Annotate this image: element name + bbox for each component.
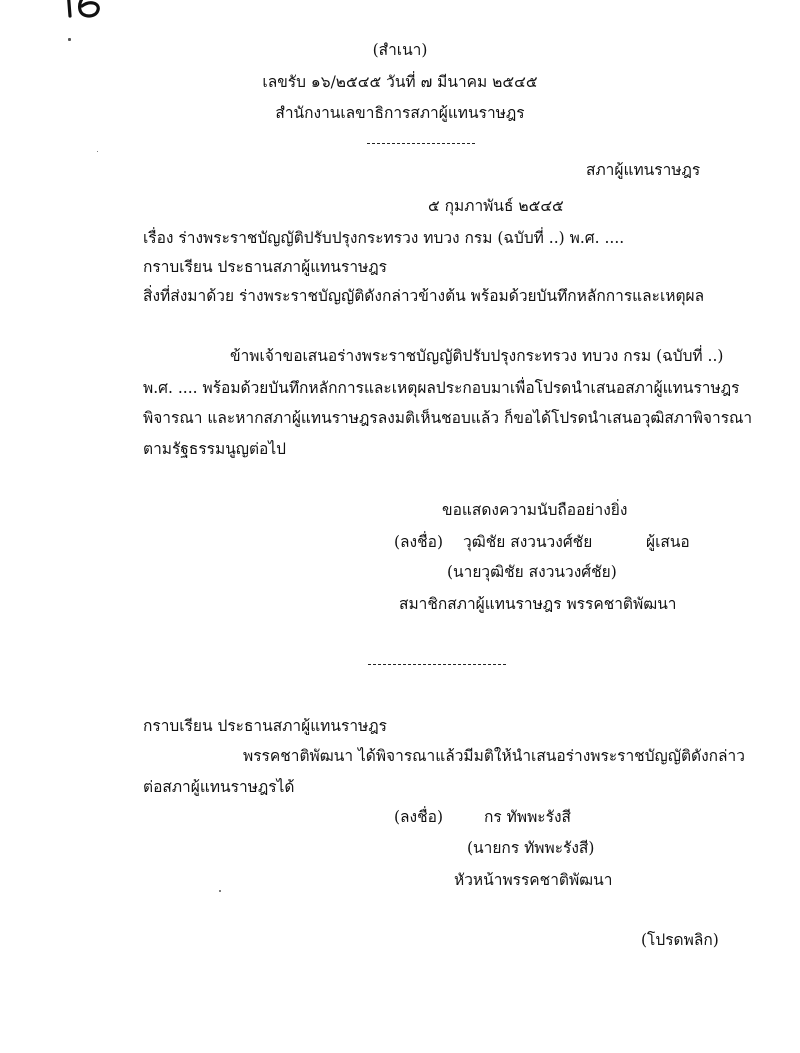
enclosure-line: สิ่งที่ส่งมาด้วย ร่างพระราชบัญญัติดังกล่าวข้างต้น พร้อมด้วยบันทึกหลักการและเหตุผล [143,287,705,305]
scan-speck [97,151,98,152]
divider [368,664,506,665]
endorsement-body: พรรคชาติพัฒนา ได้พิจารณาแล้วมีมติให้นำเสนอร่างพระราชบัญญัติดังกล่าว [243,747,745,765]
signer-name: (นายกร ทัพพะรังสี) [467,839,595,857]
signature: กร ทัพพะรังสี [484,808,571,826]
sign-prefix: (ลงชื่อ) [394,533,443,551]
body-line: ตามรัฐธรรมนูญต่อไป [143,440,287,458]
letter-date: ๕ กุมภาพันธ์ ๒๕๔๕ [428,197,564,215]
subject-line: เรื่อง ร่างพระราชบัญญัติปรับปรุงกระทรวง ทบวง กรม (ฉบับที่ ..) พ.ศ. .... [143,229,625,247]
copy-label: (สำเนา) [372,41,428,59]
receipt-line: เลขรับ ๑๖/๒๕๔๕ วันที่ ๗ มีนาคม ๒๕๔๕ [262,73,538,91]
closing: ขอแสดงความนับถืออย่างยิ่ง [442,501,628,519]
signer-role: ผู้เสนอ [646,533,690,551]
scan-speck [219,890,221,892]
salutation: กราบเรียน ประธานสภาผู้แทนราษฎร [143,258,387,276]
endorsement-body: ต่อสภาผู้แทนราษฎรได้ [143,778,295,796]
turn-over-note: (โปรดพลิก) [641,931,719,949]
body-line: พ.ศ. .... พร้อมด้วยบันทึกหลักการและเหตุผลประกอบมาเพื่อโปรดนำเสนอสภาผู้แทนราษฎร [143,379,740,397]
office-name: สำนักงานเลขาธิการสภาผู้แทนราษฎร [275,104,525,122]
signature: วุฒิชัย สงวนวงศ์ชัย [463,533,593,551]
body-line: ข้าพเจ้าขอเสนอร่างพระราชบัญญัติปรับปรุงกระทรวง ทบวง กรม (ฉบับที่ ..) [230,347,724,365]
sender-org: สภาผู้แทนราษฎร [586,161,701,179]
signer-position: สมาชิกสภาผู้แทนราษฎร พรรคชาติพัฒนา [399,595,677,613]
body-line: พิจารณา และหากสภาผู้แทนราษฎรลงมติเห็นชอบแล้ว ก็ขอได้โปรดนำเสนอวุฒิสภาพิจารณา [143,409,753,427]
sign-prefix: (ลงชื่อ) [394,808,443,826]
handwritten-page-number [62,0,108,20]
endorsement-salutation: กราบเรียน ประธานสภาผู้แทนราษฎร [143,717,387,735]
signer-name: (นายวุฒิชัย สงวนวงศ์ชัย) [447,563,617,581]
signer-position: หัวหน้าพรรคชาติพัฒนา [454,871,613,889]
divider [367,143,475,144]
